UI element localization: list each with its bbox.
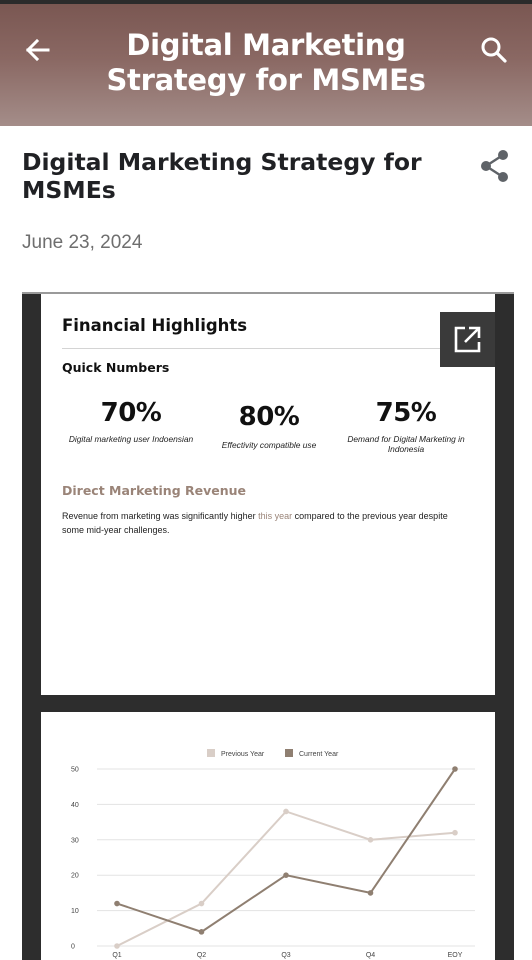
stat-value: 70% (100, 398, 162, 428)
stat-value: 80% (238, 402, 300, 432)
series-line (117, 811, 455, 946)
x-tick-label: Q2 (196, 952, 207, 959)
search-icon (474, 30, 514, 70)
data-point (199, 929, 205, 935)
stat-value: 75% (375, 398, 437, 428)
stat-label: Demand for Digital Marketing in Indonesia (347, 434, 465, 454)
stat-card (204, 402, 334, 450)
x-tick-label: Q1 (112, 952, 122, 959)
data-point (452, 830, 458, 836)
app-title: Digital Marketing Strategy for MSMEs (106, 28, 426, 97)
data-point (114, 943, 120, 949)
x-tick-label: EOY (447, 952, 463, 959)
open-external-icon (453, 325, 482, 354)
slide-revenue-chart (41, 712, 495, 960)
data-point (199, 901, 205, 907)
legend-label: Previous Year (221, 751, 265, 758)
y-tick-label: 0 (71, 943, 75, 951)
open-in-new-button[interactable] (440, 312, 495, 367)
y-tick-label: 30 (71, 837, 79, 845)
y-tick-label: 50 (71, 766, 79, 774)
stat-label: Effectivity compatible use (221, 440, 317, 450)
slide-title: Financial Highlights (62, 316, 248, 335)
data-point (452, 766, 458, 772)
data-point (368, 837, 374, 843)
share-icon (478, 148, 512, 184)
quick-numbers-title: Quick Numbers (62, 360, 170, 375)
search-button[interactable] (474, 30, 514, 70)
revenue-text-end: compared to the previous year despite some mid-year challenges. (62, 511, 448, 535)
slide-financial-highlights (41, 294, 495, 695)
app-header (0, 4, 532, 126)
data-point (114, 901, 120, 907)
embedded-presentation[interactable] (22, 292, 514, 960)
stat-card (66, 398, 196, 444)
legend-swatch (285, 749, 293, 757)
revenue-description (62, 510, 472, 537)
x-tick-label: Q3 (281, 952, 291, 959)
legend-label: Current Year (299, 751, 339, 758)
series-line (117, 769, 455, 932)
divider (62, 348, 460, 349)
revenue-title: Direct Marketing Revenue (62, 483, 246, 498)
stat-label: Digital marketing user Indoensian (68, 434, 194, 444)
data-point (283, 872, 289, 878)
post-date: June 23, 2024 (22, 232, 143, 253)
back-button[interactable] (18, 30, 58, 70)
y-tick-label: 40 (71, 801, 79, 809)
revenue-highlight: this year (258, 511, 293, 521)
x-tick-label: Q4 (365, 952, 376, 959)
line-chart (41, 712, 495, 960)
y-tick-label: 20 (71, 872, 79, 880)
arrow-left-icon (18, 30, 58, 70)
data-point (283, 809, 289, 815)
data-point (368, 890, 374, 896)
revenue-text: Revenue from marketing was significantly higher (62, 511, 259, 521)
share-button[interactable] (478, 148, 512, 184)
post-title: Digital Marketing Strategy for MSMEs (22, 148, 422, 204)
legend-swatch (207, 749, 215, 757)
stat-card (341, 398, 471, 454)
y-tick-label: 10 (71, 908, 79, 916)
